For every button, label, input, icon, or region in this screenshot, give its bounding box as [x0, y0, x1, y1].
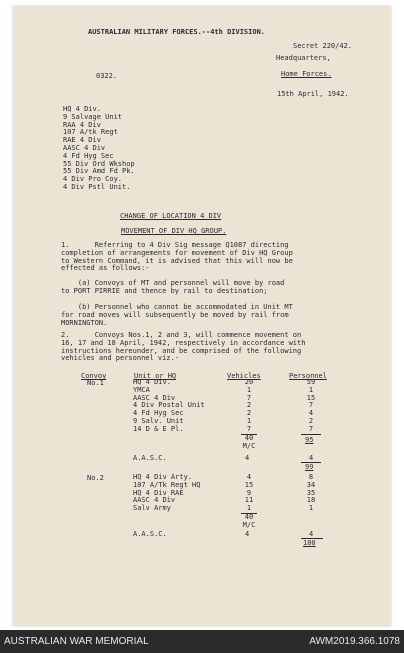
unit-name: AASC 4 Div: [133, 393, 176, 402]
vehicle-count: 7: [246, 393, 252, 402]
document-date: 15th April, 1942.: [277, 90, 349, 98]
personnel-count: 18: [306, 496, 316, 505]
unit-name: HQ 4 Div RAE: [133, 488, 184, 497]
paragraph-line: 1. Referring to 4 Div Sig message Q1087 directing: [61, 241, 289, 249]
convoy-2-personnel: [303, 474, 319, 513]
unit-name: 4 Div Postal Unit: [133, 401, 205, 410]
vehicle-count: 15: [244, 480, 254, 489]
archive-footer: [0, 630, 404, 653]
paragraph-line: completion of arrangements for movement of Div HQ Group: [61, 248, 293, 257]
addressee-line: HQ 4 Div.: [63, 105, 101, 113]
vehicle-count: 9: [246, 488, 252, 497]
personnel-count: 2: [308, 416, 314, 425]
unit-name: HQ 4 Div Arty.: [133, 473, 193, 481]
personnel-count: 7: [308, 401, 314, 410]
convoy-2-aasc-vehicles: 4: [245, 530, 250, 538]
convoy-2-aasc-personnel: 4: [309, 530, 314, 538]
paragraph-line: to PORT PIRRIE and thence by rail to destination;: [61, 286, 268, 295]
convoy-1-vehicles: [241, 379, 257, 434]
convoy-1-label: No.1: [87, 379, 104, 387]
convoy-1-aasc-personnel: 4: [309, 454, 314, 462]
unit-name: AASC 4 Div: [133, 496, 176, 505]
vehicle-count: 7: [246, 424, 252, 433]
convoy-1-aasc-vehicles: 4: [245, 454, 250, 462]
col-header-vehicles: Vehicles: [227, 372, 261, 380]
convoy-2-aasc-label: A.A.S.C.: [133, 530, 167, 538]
vehicle-total: 40: [244, 434, 254, 442]
addressee-line: 4 Div Pro Coy.: [63, 175, 123, 184]
personnel-count: 8: [308, 473, 314, 481]
paragraph-line: MORNINGTON.: [61, 318, 108, 327]
unit-name: 9 Salv. Unit: [133, 416, 184, 425]
vehicle-count: 11: [244, 496, 254, 505]
personnel-count: 1: [308, 504, 314, 513]
addressee-line: 4 Fd Hyg Sec: [63, 151, 114, 160]
addressee-line: 4 Div Pstl Unit.: [63, 182, 131, 191]
unit-name: 14 D & E Pl.: [133, 424, 184, 433]
title-movement: MOVEMENT OF DIV HQ GROUP.: [121, 227, 227, 235]
paragraph-b: [61, 304, 293, 327]
personnel-count: 1: [308, 385, 314, 394]
unit-name: YMCA: [133, 385, 150, 394]
convoy-1-personnel: [303, 379, 319, 434]
footer-institution: AUSTRALIAN WAR MEMORIAL: [4, 636, 149, 647]
convoy-2-label: No.2: [87, 474, 104, 482]
vehicle-count: 2: [246, 401, 252, 410]
file-number: 0322.: [96, 72, 118, 80]
paragraph-line: 2. Convoys Nos.1, 2 and 3, will commence movement on: [61, 331, 302, 339]
vehicle-count: 1: [246, 385, 252, 394]
paragraph-2: [61, 332, 305, 363]
vehicle-count: 1: [246, 504, 252, 513]
paragraph-line: for road moves will subsequently be moved by rail from: [61, 310, 289, 319]
convoy-2-units: [133, 474, 200, 513]
vehicle-count: 1: [246, 416, 252, 425]
addressee-line: RAA 4 Div: [63, 120, 101, 129]
paragraph-line: vehicles and personnel viz.-: [61, 354, 180, 363]
addressee-line: 55 Div Amd Fd Pk.: [63, 167, 135, 176]
paragraph-line: instructions hereunder, and be comprised of the following: [61, 346, 302, 355]
title-change-of-location: CHANGE OF LOCATION 4 DIV: [120, 212, 222, 220]
headquarters-label: Headquarters,: [276, 54, 331, 62]
unit-name: 107 A/Tk Regt HQ: [133, 480, 201, 489]
footer-accession-number: AWM2019.366.1078: [309, 636, 400, 647]
addressee-line: 9 Salvage Unit: [63, 112, 123, 121]
paragraph-line: (b) Personnel who cannot be accommodated in Unit MT: [61, 303, 293, 311]
unit-name: 4 Fd Hyg Sec: [133, 409, 184, 418]
convoy-1-personnel-rule: [301, 434, 321, 435]
paragraph-a: [61, 280, 284, 296]
vehicle-count: 2: [246, 409, 252, 418]
personnel-count: 34: [306, 480, 316, 489]
paragraph-line: to Western Command, it is advised that this will now be: [61, 256, 293, 265]
personnel-count: 59: [306, 378, 316, 386]
col-header-convoy: Convoy: [81, 372, 107, 380]
document-page: [13, 6, 391, 626]
vehicle-total: 40: [244, 513, 254, 521]
addressee-list: [63, 106, 135, 192]
paragraph-line: effected as follows:-: [61, 264, 150, 273]
personnel-count: 7: [308, 424, 314, 433]
home-forces-label: Home Forces.: [281, 70, 332, 78]
unit-name: HQ 4 Div.: [133, 378, 171, 386]
addressee-line: AASC 4 Div: [63, 143, 106, 152]
vehicle-count: 4: [246, 473, 252, 481]
convoy-2-vehicles: [241, 474, 257, 513]
unit-name: Salv Army: [133, 504, 171, 513]
classification-header: AUSTRALIAN MILITARY FORCES.--4th DIVISION.: [88, 28, 266, 36]
addressee-line: 55 Div Ord Wkshop: [63, 159, 135, 168]
paragraph-line: (a) Convoys of MT and personnel will move by road: [61, 279, 285, 287]
personnel-count: 35: [306, 488, 316, 497]
vehicle-total: M/C: [242, 441, 256, 450]
convoy-2-grand-total: 100: [303, 539, 316, 547]
paragraph-line: 16, 17 and 18 April, 1942, respectively in accordance with: [61, 338, 306, 347]
convoy-2-vehicle-total: [239, 514, 259, 530]
convoy-1-personnel-total: 95: [305, 436, 314, 444]
paragraph-1: [61, 242, 293, 273]
convoy-1-units: [133, 379, 205, 434]
addressee-line: RAE 4 Div: [63, 136, 101, 145]
secret-reference: Secret 220/42.: [293, 42, 353, 50]
personnel-count: 4: [308, 409, 314, 418]
convoy-1-grand-total: 99: [305, 463, 314, 471]
vehicle-count: 20: [244, 378, 254, 386]
addressee-line: 107 A/tk Regt: [63, 128, 118, 137]
col-header-unit: Unit or HQ: [134, 372, 177, 380]
personnel-count: 15: [306, 393, 316, 402]
convoy-1-vehicle-total: [239, 435, 259, 451]
convoy-1-aasc-label: A.A.S.C.: [133, 454, 167, 462]
vehicle-total: M/C: [242, 520, 256, 529]
col-header-personnel: Personnel: [289, 372, 327, 380]
